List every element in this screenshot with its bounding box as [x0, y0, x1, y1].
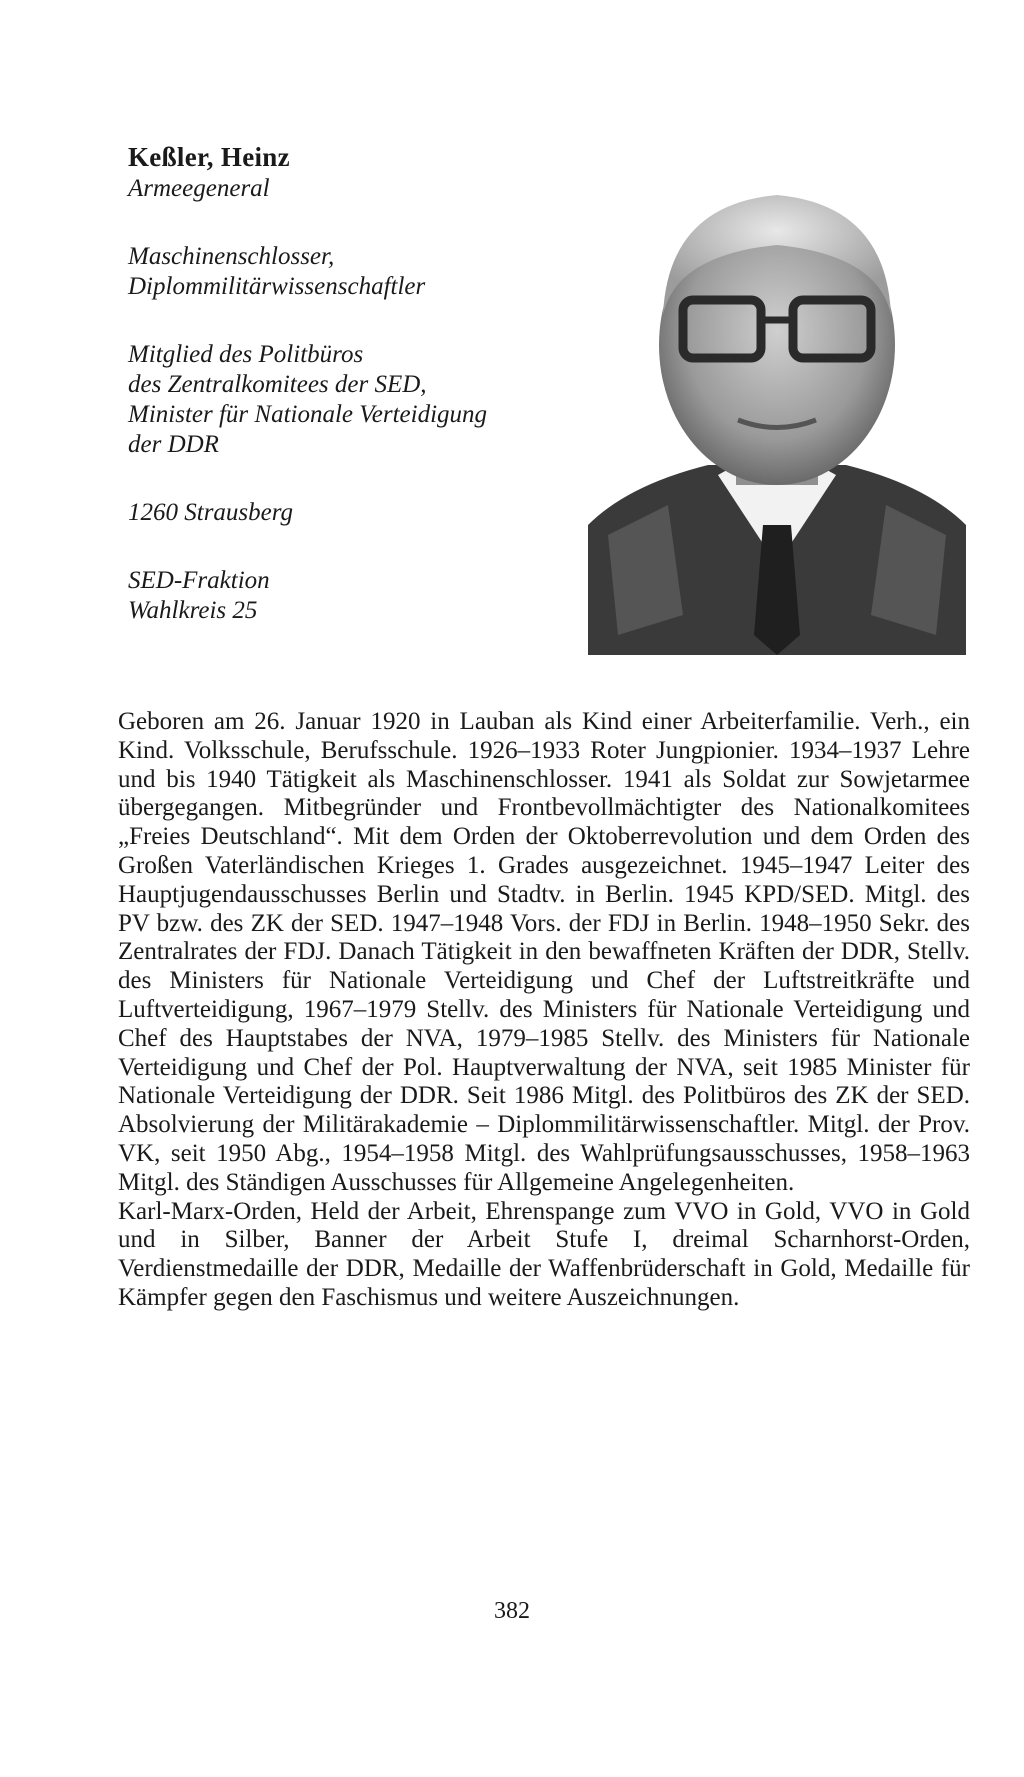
page-number: 382	[494, 1598, 530, 1624]
function-line-3: Minister für Nationale Verteidigung	[128, 401, 488, 428]
faction-line-1: SED-Fraktion	[128, 567, 270, 594]
bio-paragraph-2: Karl-Marx-Orden, Held der Arbeit, Ehrenspange zum VVO in Gold, VVO in Gold und in Silber, Banner der Arbeit Stufe I, dreimal Scharnhorst-Orden, Verdienstmedaille der DDR, Medaille der Waffenbrüderschaft in Gold, Medaille für Kämpfer gegen den Faschismus und weitere Auszeichnungen.	[118, 1197, 970, 1311]
person-rank: Armeegeneral	[128, 175, 270, 202]
person-name: Keßler, Heinz	[128, 142, 290, 172]
function-line-1: Mitglied des Politbüros	[128, 341, 364, 368]
address: 1260 Strausberg	[128, 499, 294, 526]
portrait-icon	[588, 165, 966, 655]
header-block	[128, 140, 568, 626]
function-line-4: der DDR	[128, 431, 219, 458]
portrait-photo	[588, 165, 966, 655]
faction-line-2: Wahlkreis 25	[128, 597, 258, 624]
profession-line-1: Maschinenschlosser,	[128, 243, 335, 270]
profession-line-2: Diplommilitärwissenschaftler	[128, 273, 426, 300]
bio-paragraph-1: Geboren am 26. Januar 1920 in Lauban als Kind einer Arbeiterfamilie. Verh., ein Kind. Volksschule, Berufsschule. 1926–1933 Roter Jungpionier. 1934–1937 Lehre und bis 1940 Tätigkeit als Maschinenschlosser. 1941 als Soldat zur Sowjetarmee übergegangen. Mitbegründer und Frontbevollmächtigter des Nationalkomitees „Freies Deutschland“. Mit dem Orden der Oktoberrevolution und dem Orden des Großen Vaterländischen Krieges 1. Grades ausgezeichnet. 1945–1947 Leiter des Hauptjugendausschusses Berlin und Stadtv. in Berlin. 1945 KPD/SED. Mitgl. des PV bzw. des ZK der SED. 1947–1948 Vors. der FDJ in Berlin. 1948–1950 Sekr. des Zentralrates der FDJ. Danach Tätigkeit in den bewaffneten Kräften der DDR, Stellv. des Ministers für Nationale Verteidigung und Chef der Luftstreitkräfte und Luftverteidigung, 1967–1979 Stellv. des Ministers für Nationale Verteidigung und Chef des Hauptstabes der NVA, 1979–1985 Stellv. des Ministers für Nationale Verteidigung und Chef der Pol. Hauptverwaltung der NVA, seit 1985 Minister für Nationale Verteidigung der DDR. Seit 1986 Mitgl. des Politbüros des ZK der SED. Absolvierung der Militärakademie – Diplommilitärwissenschaftler. Mitgl. der Prov. VK, seit 1950 Abg., 1954–1958 Mitgl. des Wahlprüfungsausschusses, 1958–1963 Mitgl. des Ständigen Ausschusses für Allgemeine Angelegenheiten.	[118, 708, 970, 1196]
function-line-2: des Zentralkomitees der SED,	[128, 371, 427, 398]
biography	[118, 708, 970, 1313]
